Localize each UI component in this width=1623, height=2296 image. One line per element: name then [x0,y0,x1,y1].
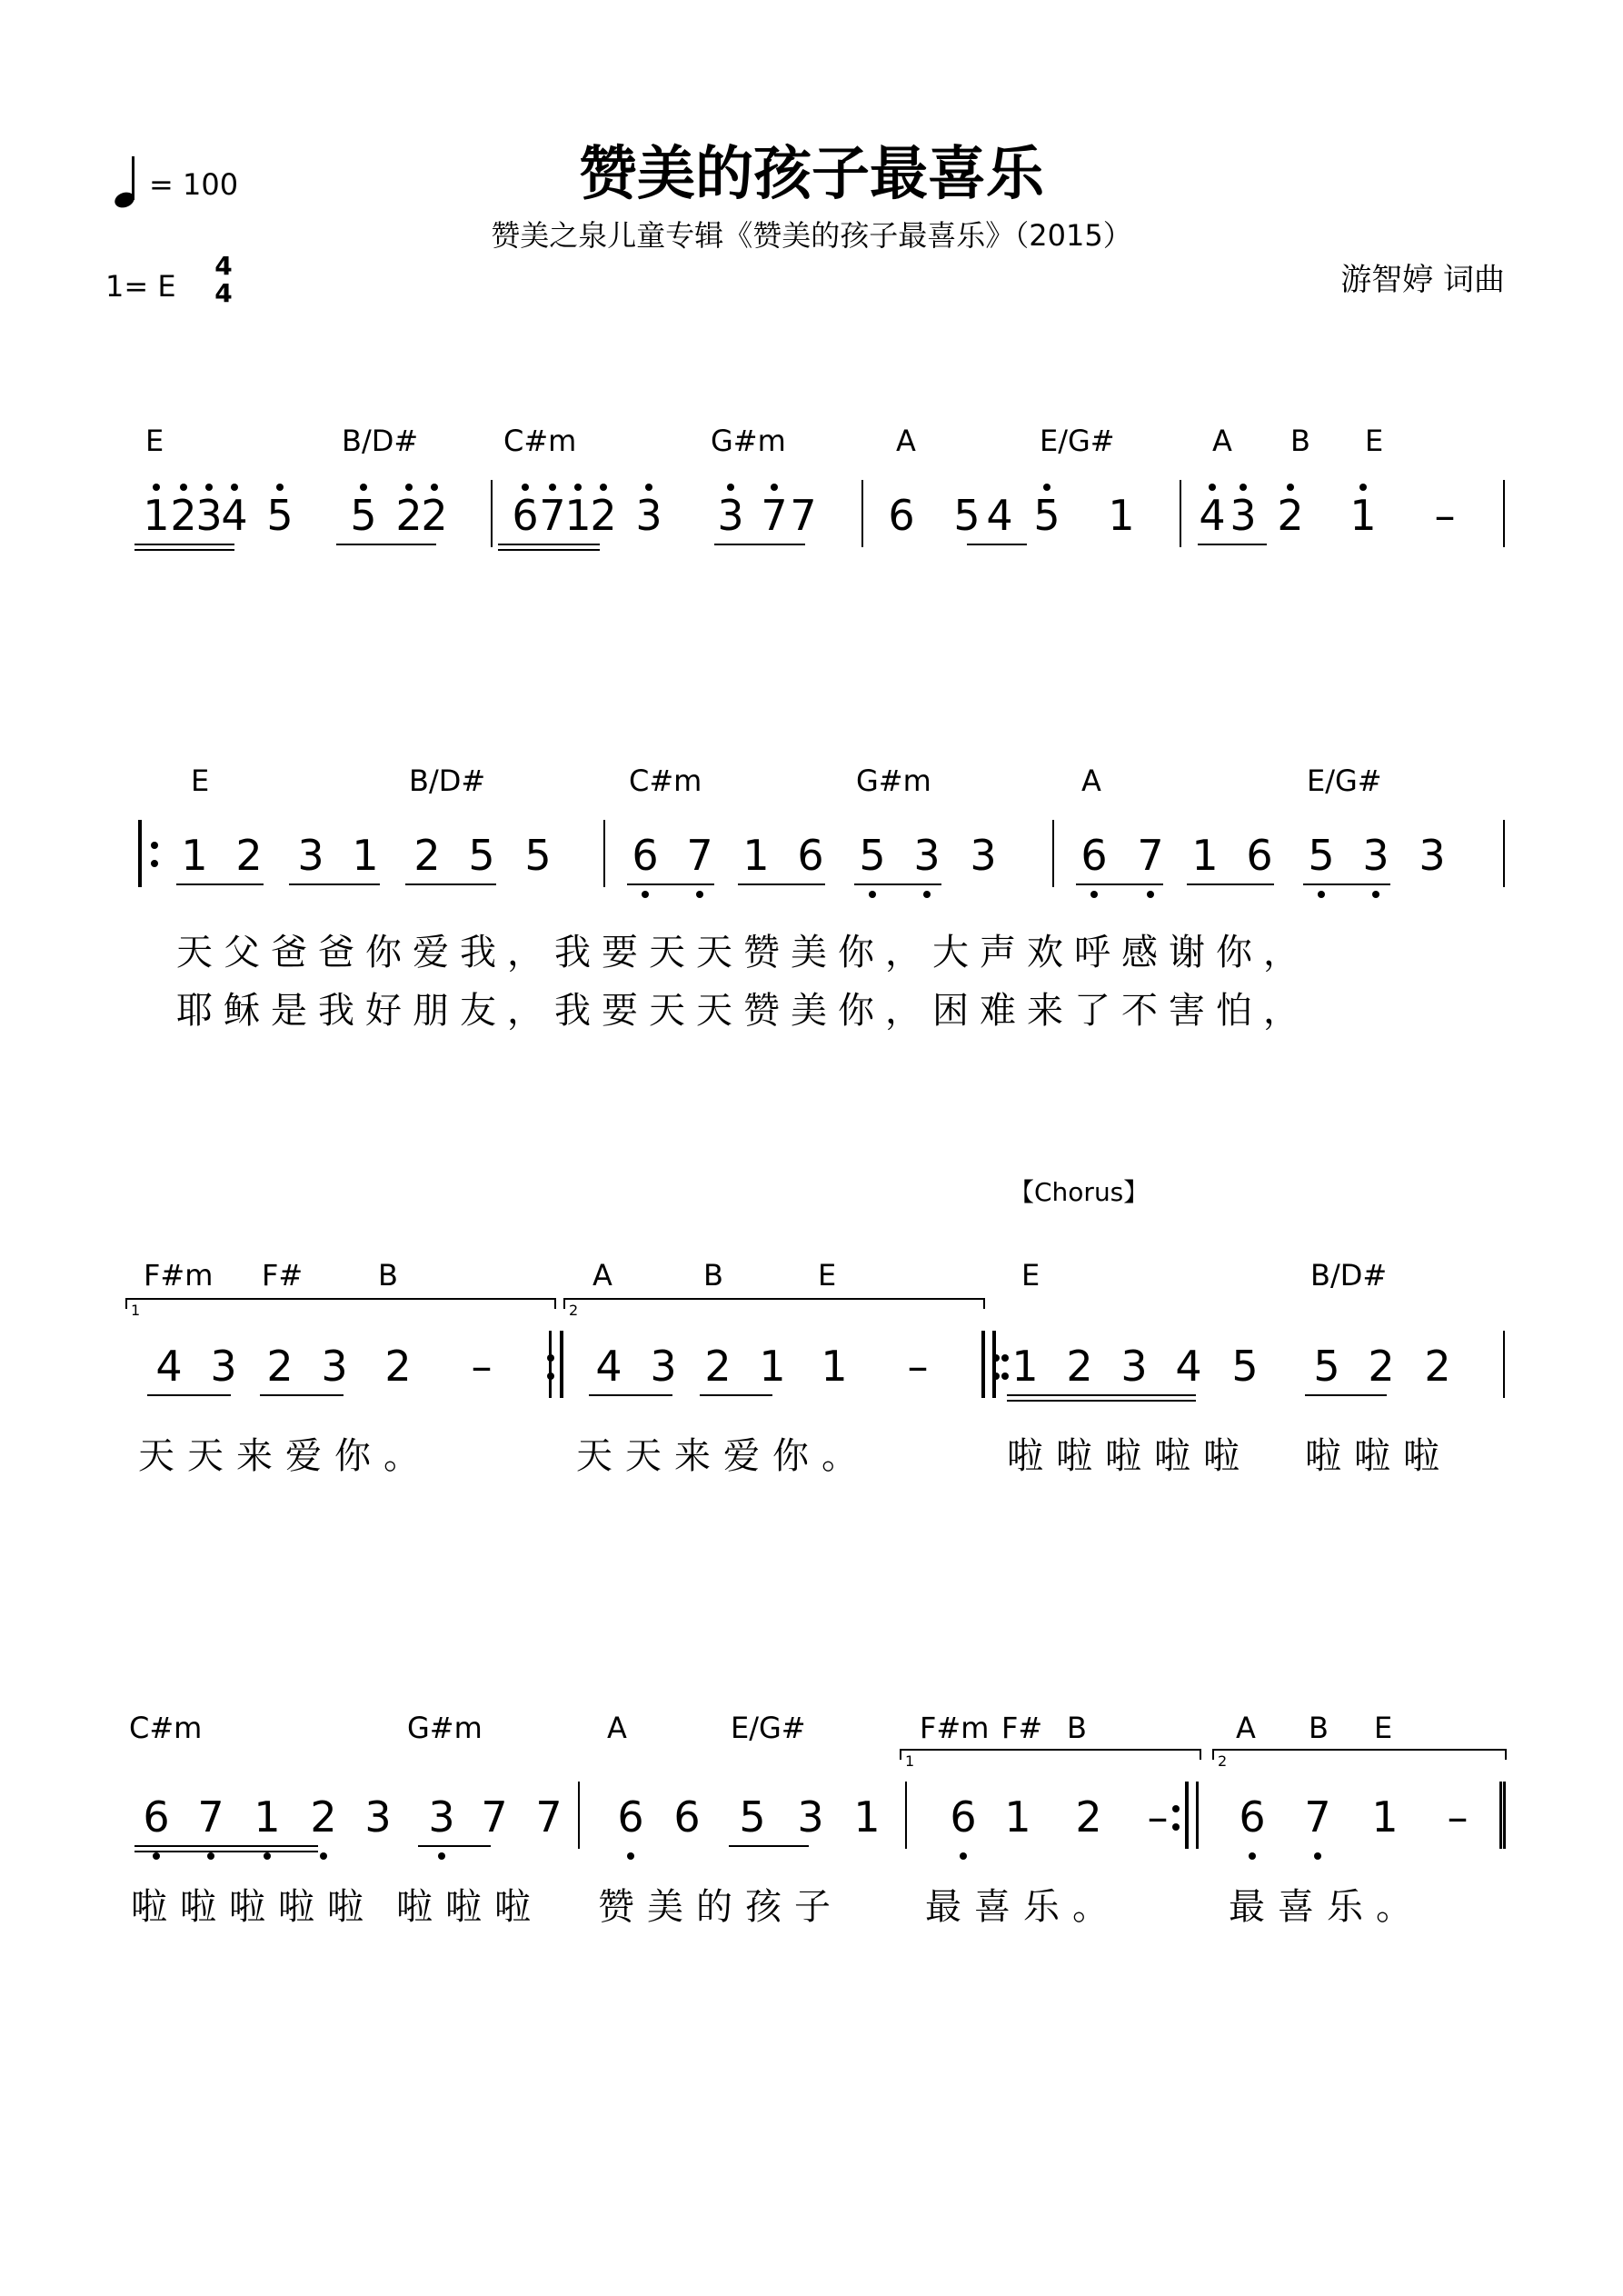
jianpu-note: 5 [468,831,495,880]
lyric-line: 啦啦啦 [1305,1435,1452,1477]
octave-dot-above [1359,484,1367,491]
tempo-value: = 100 [149,167,239,202]
octave-dot-above [231,484,238,491]
jianpu-note: 1 [181,831,208,880]
jianpu-note: 5 [266,491,294,540]
octave-dot-below [1147,891,1154,898]
jianpu-note: 1 [1349,491,1377,540]
jianpu-note: 6 [143,1792,170,1842]
beam-underline [729,1845,809,1847]
jianpu-note: 3 [321,1342,348,1391]
jianpu-note: 7 [197,1792,224,1842]
repeat-dot [992,1354,1000,1362]
beam-underline [854,883,941,885]
beam-underline [627,883,714,885]
octave-dot-below [1314,1852,1321,1860]
lyric-line: 天父爸爸你爱我，我要天天赞美你，大声欢呼感谢你， [176,932,1310,973]
repeat-dot [547,1373,554,1380]
jianpu-note: 7 [1304,1792,1331,1842]
beam-underline [289,883,380,885]
octave-dot-above [1287,484,1294,491]
barline [1503,820,1505,887]
jianpu-note: 4 [1175,1342,1202,1391]
jianpu-note: – [907,1342,929,1391]
lyric-line: 天天来爱你。 [576,1435,871,1477]
repeat-dot [151,860,158,867]
jianpu-note: 5 [1231,1342,1259,1391]
jianpu-note: 3 [913,831,941,880]
jianpu-note: – [471,1342,493,1391]
octave-dot-above [153,484,160,491]
jianpu-note: 7 [686,831,713,880]
chord-symbol: B [703,1258,723,1293]
jianpu-note: – [1147,1792,1169,1842]
jianpu-note: 3 [297,831,324,880]
octave-dot-above [574,484,582,491]
lyric-line: 啦啦啦啦啦 [1007,1435,1252,1477]
jianpu-note: 1 [821,1342,848,1391]
jianpu-note: 2 [384,1342,412,1391]
jianpu-note: 3 [210,1342,237,1391]
chord-symbol: B [1309,1711,1329,1745]
beam-underline [134,1851,318,1852]
chord-symbol: F# [1001,1711,1043,1745]
octave-dot-below [1318,891,1325,898]
octave-dot-above [1240,484,1247,491]
jianpu-note: 6 [632,831,659,880]
jianpu-note: 7 [481,1792,508,1842]
beam-underline [147,1394,231,1396]
jianpu-note: 6 [888,491,915,540]
beam-underline [589,1394,672,1396]
beam-underline [738,883,825,885]
chord-symbol: B [1067,1711,1087,1745]
jianpu-note: 6 [797,831,824,880]
jianpu-note: 3 [1120,1342,1148,1391]
octave-dot-above [771,484,778,491]
beam-underline [1303,883,1390,885]
jianpu-note: 3 [717,491,744,540]
barline [1503,1331,1505,1398]
jianpu-note: 3 [650,1342,677,1391]
octave-dot-below [438,1852,445,1860]
jianpu-note: 1 [1108,491,1135,540]
jianpu-note: 6 [617,1792,644,1842]
jianpu-note: – [1447,1792,1469,1842]
jianpu-note: 5 [1313,1342,1340,1391]
jianpu-note: 1 [853,1792,881,1842]
jianpu-note: 3 [970,831,997,880]
jianpu-note: 3 [364,1792,392,1842]
lyric-line: 赞美的孩子 [598,1886,843,1928]
jianpu-note: 5 [953,491,981,540]
jianpu-note: 7 [535,1792,563,1842]
jianpu-note: 6 [673,1792,701,1842]
lyric-line: 最喜乐。 [925,1886,1121,1928]
chord-symbol: F#m [920,1711,990,1745]
jianpu-note: 5 [1308,831,1335,880]
jianpu-note: 6 [950,1792,977,1842]
jianpu-note: 2 [170,491,197,540]
beam-underline [1198,544,1267,545]
octave-dot-above [276,484,284,491]
chord-symbol: A [592,1258,612,1293]
chord-symbol: G#m [856,764,931,798]
volta-number: 1 [131,1302,141,1319]
jianpu-note: 3 [195,491,223,540]
octave-dot-above [727,484,734,491]
beam-underline [1305,1394,1387,1396]
octave-dot-above [205,484,213,491]
jianpu-note: 4 [155,1342,183,1391]
chord-symbol: A [1212,424,1232,458]
jianpu-note: 2 [310,1792,337,1842]
jianpu-note: 2 [1075,1792,1102,1842]
volta-bracket [900,1749,1201,1760]
octave-dot-below [960,1852,967,1860]
volta-bracket [1212,1749,1507,1760]
chord-symbol: E [145,424,164,458]
jianpu-note: 2 [235,831,263,880]
jianpu-note: 2 [395,491,423,540]
jianpu-note: 1 [759,1342,786,1391]
chord-symbol: C#m [129,1711,203,1745]
jianpu-note: – [1434,491,1456,540]
barline [1503,480,1505,547]
octave-dot-above [180,484,187,491]
chord-symbol: B [1290,424,1310,458]
barline [905,1782,907,1849]
beam-underline [260,1394,344,1396]
octave-dot-above [522,484,529,491]
barline [578,1782,580,1849]
barline [861,480,863,547]
jianpu-note: 3 [635,491,662,540]
chord-symbol: B [378,1258,398,1293]
key-signature: 1= E [105,269,176,304]
chord-symbol: E [1374,1711,1393,1745]
repeat-barline-thick [983,1331,985,1398]
beam-underline [134,1845,318,1847]
barline [1180,480,1181,547]
jianpu-note: 1 [1004,1792,1031,1842]
jianpu-note: 5 [739,1792,766,1842]
volta-number: 2 [1218,1752,1228,1770]
jianpu-note: 3 [1230,491,1257,540]
chord-symbol: E [1365,424,1384,458]
chord-symbol: G#m [407,1711,483,1745]
jianpu-note: 3 [797,1792,824,1842]
volta-number: 2 [569,1302,579,1319]
jianpu-note: 5 [859,831,886,880]
barline [1503,1782,1506,1849]
volta-bracket [125,1298,556,1309]
jianpu-note: 5 [524,831,552,880]
jianpu-note: 1 [254,1792,281,1842]
chord-symbol: C#m [629,764,702,798]
lyric-line: 啦啦啦啦啦 [131,1886,376,1928]
chord-symbol: A [1236,1711,1256,1745]
chord-symbol: G#m [711,424,786,458]
chord-symbol: E/G# [1040,424,1115,458]
jianpu-note: 6 [1080,831,1108,880]
jianpu-note: 7 [790,491,817,540]
repeat-barline-thick [1499,1782,1502,1849]
barline [549,1331,552,1398]
chord-symbol: F# [262,1258,304,1293]
author-credit: 游智婷 词曲 [1340,262,1505,298]
barline [491,480,493,547]
chord-symbol: E/G# [1307,764,1382,798]
chorus-label: 【Chorus】 [1009,1177,1150,1207]
barline [1196,1782,1199,1849]
jianpu-note: 1 [1191,831,1219,880]
jianpu-note: 3 [1419,831,1446,880]
jianpu-note: 1 [564,491,592,540]
repeat-dot [1172,1823,1180,1831]
jianpu-note: 6 [1239,1792,1266,1842]
beam-underline [134,549,234,551]
jianpu-note: 7 [761,491,788,540]
jianpu-note: 3 [428,1792,455,1842]
lyric-line: 最喜乐。 [1229,1886,1425,1928]
octave-dot-below [1249,1852,1256,1860]
barline [603,820,605,887]
chord-symbol: B/D# [409,764,486,798]
beam-underline [1187,883,1274,885]
octave-dot-above [600,484,607,491]
jianpu-note: 1 [143,491,170,540]
time-sig-bottom: 4 [214,278,233,308]
chord-symbol: E/G# [731,1711,806,1745]
beam-underline [418,1845,491,1847]
octave-dot-below [642,891,649,898]
octave-dot-below [320,1852,327,1860]
octave-dot-above [1209,484,1216,491]
beam-underline [967,544,1027,545]
jianpu-note: 4 [986,491,1013,540]
octave-dot-below [264,1852,271,1860]
chord-symbol: A [607,1711,627,1745]
beam-underline [498,549,600,551]
octave-dot-below [696,891,703,898]
jianpu-note: 4 [221,491,248,540]
octave-dot-above [405,484,413,491]
jianpu-note: 7 [539,491,566,540]
jianpu-note: 2 [1368,1342,1395,1391]
jianpu-note: 1 [1371,1792,1399,1842]
octave-dot-below [153,1852,160,1860]
octave-dot-below [1372,891,1379,898]
chord-symbol: F#m [144,1258,214,1293]
repeat-dot [1001,1373,1009,1380]
repeat-start-barline [138,820,142,887]
jianpu-note: 2 [266,1342,294,1391]
octave-dot-above [431,484,438,491]
repeat-barline-thick [560,1331,563,1398]
repeat-dot [151,842,158,849]
chord-symbol: E [191,764,210,798]
chord-symbol: B/D# [1310,1258,1388,1293]
lyric-line: 耶稣是我好朋友，我要天天赞美你，困难来了不害怕， [176,990,1310,1032]
jianpu-note: 6 [512,491,539,540]
beam-underline [1076,883,1163,885]
repeat-dot [992,1373,1000,1380]
chord-symbol: C#m [503,424,577,458]
beam-underline [1007,1394,1196,1396]
octave-dot-above [360,484,367,491]
volta-bracket [563,1298,985,1309]
octave-dot-above [549,484,556,491]
jianpu-note: 3 [1362,831,1389,880]
chord-symbol: E [818,1258,837,1293]
repeat-barline-thick [992,1331,996,1398]
jianpu-note: 2 [590,491,617,540]
jianpu-note: 5 [1033,491,1060,540]
chord-symbol: A [1081,764,1101,798]
octave-dot-above [645,484,652,491]
time-sig-top: 4 [214,251,233,281]
lyric-line: 天天来爱你。 [138,1435,433,1477]
octave-dot-below [207,1852,214,1860]
octave-dot-below [627,1852,634,1860]
beam-underline [1007,1400,1196,1402]
jianpu-note: 1 [1011,1342,1039,1391]
jianpu-note: 2 [1424,1342,1451,1391]
jianpu-note: 5 [350,491,377,540]
jianpu-note: 2 [704,1342,732,1391]
octave-dot-below [869,891,876,898]
chord-symbol: A [896,424,916,458]
jianpu-note: 2 [413,831,441,880]
jianpu-note: 1 [352,831,379,880]
repeat-barline-thick [1185,1782,1189,1849]
chord-symbol: B/D# [342,424,419,458]
jianpu-note: 2 [1277,491,1304,540]
page-title: 赞美的孩子最喜乐 [579,141,1044,208]
beam-underline [405,883,496,885]
volta-number: 1 [905,1752,915,1770]
lyric-line: 啦啦啦 [396,1886,543,1928]
jianpu-note: 6 [1246,831,1273,880]
octave-dot-below [1090,891,1098,898]
octave-dot-above [1043,484,1050,491]
beam-underline [700,1394,772,1396]
chord-symbol: E [1021,1258,1041,1293]
jianpu-note: 2 [1066,1342,1093,1391]
jianpu-note: 7 [1137,831,1164,880]
beam-underline [176,883,264,885]
subtitle: 赞美之泉儿童专辑《赞美的孩子最喜乐》（2015） [491,218,1132,253]
repeat-dot [547,1354,554,1362]
beam-underline [134,544,234,545]
barline [1052,820,1054,887]
jianpu-note: 4 [595,1342,622,1391]
beam-underline [498,544,600,545]
jianpu-note: 2 [421,491,448,540]
jianpu-note: 4 [1199,491,1226,540]
beam-underline [345,544,436,545]
jianpu-note: 1 [742,831,770,880]
beam-underline [714,544,805,545]
octave-dot-below [923,891,931,898]
repeat-dot [1001,1354,1009,1362]
repeat-dot [1172,1805,1180,1812]
